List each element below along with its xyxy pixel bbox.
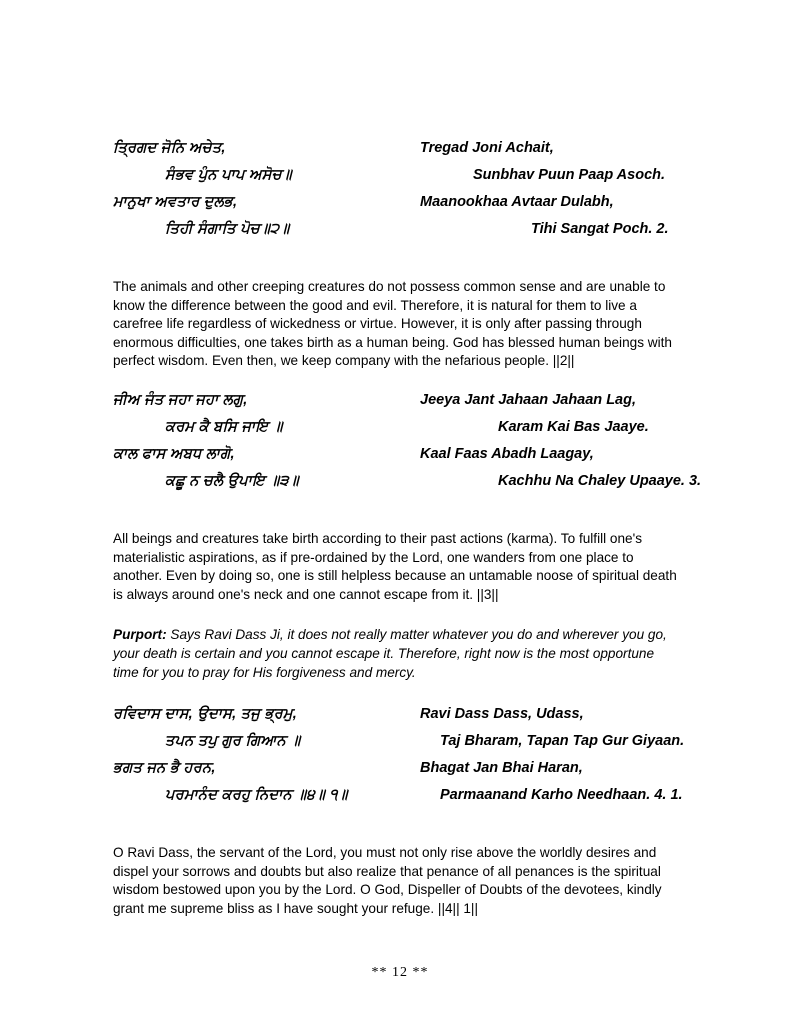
verse-line	[113, 417, 687, 444]
commentary-paragraph-4: O Ravi Dass, the servant of the Lord, you must not only rise above the worldly desires and dispel your sorrows and doubts but also realize that penance of all penances is the spiritual wisdom bestowed upon you by the Lord. O God, Dispeller of Doubts of the devotees, kindly grant me supreme bliss as I have sought your refuge. ||4|| 1||	[113, 845, 662, 916]
verse-roman-line: Parmaanand Karho Needhaan. 4. 1.	[440, 787, 683, 804]
verse-gurmukhi-line: ਜੀਅ ਜੰਤ ਜਹਾ ਜਹਾ ਲਗੁ,	[113, 391, 248, 408]
verse-line	[113, 444, 687, 471]
verse-line	[113, 219, 687, 246]
verse-line	[113, 390, 687, 417]
verse-roman-line: Taj Bharam, Tapan Tap Gur Giyaan.	[440, 733, 685, 750]
commentary-paragraph-3: All beings and creatures take birth according to their past actions (karma). To fulfill one's materialistic aspirations, as if pre-ordained by the Lord, one wanders from one place to another. Even by doing so, one is still helpless because an untamable noose of spiritual death is always around one's neck and one cannot escape from it. ||3||	[113, 530, 677, 602]
verse-roman-line: Tihi Sangat Poch. 2.	[531, 221, 669, 237]
spacer	[113, 812, 687, 844]
verse-block-4	[113, 704, 687, 812]
spacer	[113, 498, 687, 530]
verse-line	[113, 165, 687, 192]
verse-roman-line: Bhagat Jan Bhai Haran,	[420, 760, 583, 777]
verse-line	[113, 138, 687, 165]
purport-body: Says Ravi Dass Ji, it does not really matter whatever you do and wherever you go, your death is certain and you cannot escape it. Therefore, right now is the most opportune time for you to pray for His forgiveness and mercy.	[113, 627, 667, 680]
verse-gurmukhi-line: ਮਾਨੁਖਾ ਅਵਤਾਰ ਦੁਲਭ,	[113, 194, 238, 210]
verse-line	[113, 471, 702, 498]
verse-gurmukhi-line: ਕਛੂ ਨ ਚਲੈ ਉਪਾਇ ॥੩॥	[165, 472, 299, 489]
verse-block-2	[113, 138, 687, 246]
spacer	[113, 682, 687, 704]
verse-block-3	[113, 390, 702, 498]
verse-gurmukhi-line: ਪਰਮਾਨੰਦ ਕਰਹੁ ਨਿਦਾਨ ॥੪॥ ੧॥	[165, 787, 348, 804]
verse-roman-line: Kaal Faas Abadh Laagay,	[420, 445, 594, 462]
verse-roman-line: Kachhu Na Chaley Upaaye. 3.	[498, 472, 702, 489]
spacer	[113, 371, 687, 390]
verse-gurmukhi-line: ਸੰਭਵ ਪੁੰਨ ਪਾਪ ਅਸੋਚ॥	[165, 167, 292, 183]
verse-roman-line: Maanookhaa Avtaar Dulabh,	[420, 194, 614, 210]
verse-line	[113, 785, 687, 812]
verse-line	[113, 758, 687, 785]
purport-label: Purport:	[113, 627, 167, 643]
page-content	[113, 138, 702, 919]
verse-gurmukhi-line: ਤ੍ਰਿਗਦ ਜੋਨਿ ਅਚੇਤ,	[113, 140, 226, 156]
verse-gurmukhi-line: ਤਪਨ ਤਪੁ ਗੁਰ ਗਿਆਨ ॥	[165, 733, 301, 750]
verse-gurmukhi-line: ਕਾਲ ਫਾਸ ਅਬਧ ਲਾਗੋ,	[113, 445, 235, 462]
verse-roman-line: Ravi Dass Dass, Udass,	[420, 706, 584, 723]
verse-roman-line: Jeeya Jant Jahaan Jahaan Lag,	[420, 391, 636, 408]
verse-line	[113, 731, 687, 758]
commentary-paragraph-2: The animals and other creeping creatures do not possess common sense and are unable to know the difference between the good and evil. Therefore, it is natural for them to live a carefree life regardless of wickedness or virtue. However, it is only after passing through enormous difficulties, one takes birth as a human being. God has blessed human beings with perfect wisdom. Even then, we keep company with the nefarious people. ||2||	[113, 279, 672, 369]
verse-gurmukhi-line: ਕਰਮ ਕੈ ਬਸਿ ਜਾਇ ॥	[165, 418, 283, 435]
verse-roman-line: Karam Kai Bas Jaaye.	[498, 418, 649, 435]
verse-line	[113, 192, 687, 219]
spacer	[113, 246, 687, 278]
verse-roman-line: Tregad Joni Achait,	[420, 140, 554, 156]
spacer	[113, 604, 687, 626]
verse-gurmukhi-line: ਰਵਿਦਾਸ ਦਾਸ, ਉਦਾਸ, ਤਜੁ ਭ੍ਰਮੁ,	[113, 706, 298, 723]
page-footer: ** 12 **	[371, 965, 429, 980]
verse-roman-line: Sunbhav Puun Paap Asoch.	[473, 167, 666, 183]
verse-gurmukhi-line: ਤਿਹੀ ਸੰਗਾਤਿ ਪੋਚ॥੨॥	[165, 221, 290, 237]
purport-paragraph	[113, 626, 683, 682]
verse-line	[113, 704, 687, 731]
verse-gurmukhi-line: ਭਗਤ ਜਨ ਭੈ ਹਰਨ,	[113, 760, 216, 777]
